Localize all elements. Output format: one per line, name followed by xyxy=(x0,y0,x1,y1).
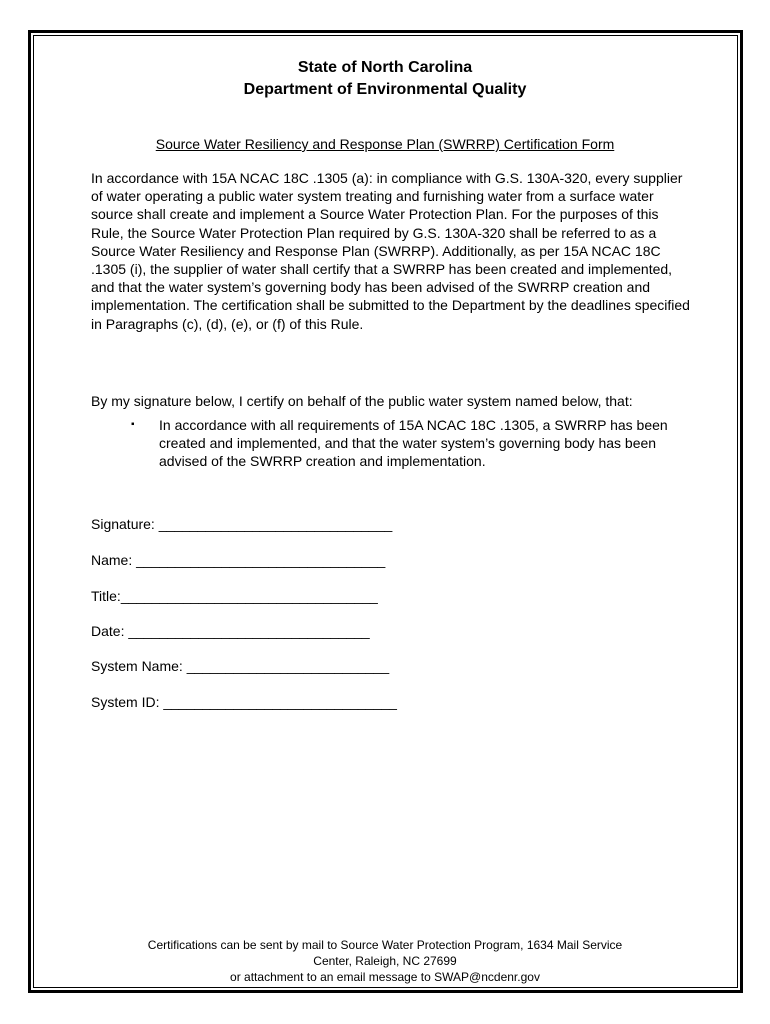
title-field[interactable]: Title:_________________________________ xyxy=(91,588,378,604)
system-id-field[interactable]: System ID: ______________________________ xyxy=(91,694,397,710)
footer-line-1: Certifications can be sent by mail to Source Water Protection Program, 1634 Mail Service xyxy=(147,938,623,952)
state-heading: State of North Carolina xyxy=(297,59,473,76)
intro-paragraph: In accordance with 15A NCAC 18C .1305 (a): in compliance with G.S. 130A-320, every supplier of water operating a public water system treating and furnishing water from a surface water source shall create and implement a Source Water Protection Plan. For the purposes of this Rule, the Source Water Protection Plan required by G.S. 130A-320 shall be referred to as a Source Water Resiliency and Response Plan (SWRRP). Additionally, as per 15A NCAC 18C .1305 (i), the supplier of water shall certify that a SWRRP has been created and implemented, and that the water system’s governing body has been advised of the SWRRP creation and implementation. The certification shall be submitted to the Department by the deadlines specified in Paragraphs (c), (d), (e), or (f) of this Rule. xyxy=(91,170,690,332)
date-field[interactable]: Date: _______________________________ xyxy=(91,623,370,639)
footer-line-2: Center, Raleigh, NC 27699 xyxy=(313,954,457,968)
footer-line-3: or attachment to an email message to SWAP@ncdenr.gov xyxy=(230,970,540,984)
signature-field[interactable]: Signature: ______________________________ xyxy=(91,516,393,532)
form-title: Source Water Resiliency and Response Plan (SWRRP) Certification Form xyxy=(155,136,615,152)
footer-instructions xyxy=(0,937,770,985)
system-name-field[interactable]: System Name: __________________________ xyxy=(91,658,390,674)
bullet-text: In accordance with all requirements of 15A NCAC 18C .1305, a SWRRP has been created and implemented, and that the water system’s governing body has been advised of the SWRRP creation and implementation. xyxy=(159,417,668,470)
department-heading: Department of Environmental Quality xyxy=(243,81,527,98)
name-field[interactable]: Name: ________________________________ xyxy=(91,552,386,568)
certification-bullet xyxy=(131,416,691,471)
certify-statement: By my signature below, I certify on behalf of the public water system named below, that: xyxy=(91,393,633,409)
square-bullet-icon: ▪ xyxy=(131,419,135,430)
